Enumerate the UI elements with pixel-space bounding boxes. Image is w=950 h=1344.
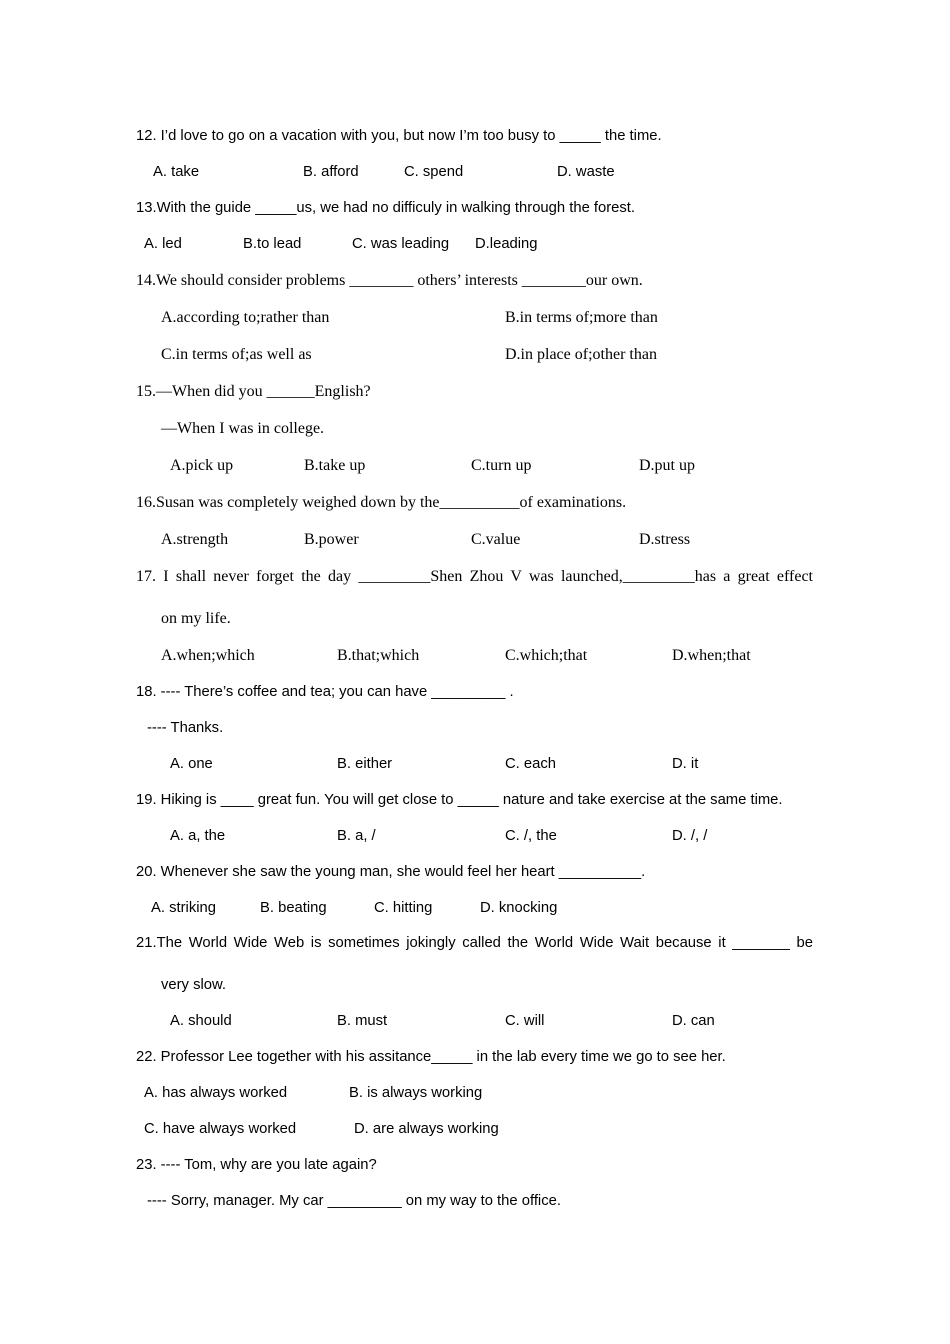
question-21-stem: 21.The World Wide Web is sometimes jokingly called the World Wide Wait because it _______ be — [136, 935, 813, 951]
question-13-option-d: D.leading — [475, 236, 538, 252]
question-17-option-a: A.when;which — [161, 647, 255, 664]
question-12-option-c: C. spend — [404, 164, 464, 180]
question-18-reply: ---- Thanks. — [147, 720, 224, 736]
question-19-option-d: D. /, / — [672, 828, 708, 844]
question-18-option-b: B. either — [337, 756, 393, 772]
question-17-stem: 17. I shall never forget the day _________Shen Zhou V was launched,_________has a great effect — [136, 568, 813, 585]
question-16-option-d: D.stress — [639, 531, 691, 548]
question-14-option-c: C.in terms of;as well as — [161, 346, 312, 363]
question-15-stem: 15.—When did you ______English? — [136, 383, 371, 400]
question-15-option-c: C.turn up — [471, 457, 532, 474]
question-20-option-a: A. striking — [151, 900, 216, 916]
question-19-option-b: B. a, / — [337, 828, 376, 844]
question-20-option-c: C. hitting — [374, 900, 433, 916]
question-12-option-d: D. waste — [557, 164, 615, 180]
question-20-option-d: D. knocking — [480, 900, 558, 916]
question-19-stem: 19. Hiking is ____ great fun. You will get close to _____ nature and take exercise at the same time. — [136, 792, 783, 808]
question-16-option-c: C.value — [471, 531, 521, 548]
question-21-option-c: C. will — [505, 1013, 545, 1029]
question-15-option-d: D.put up — [639, 457, 695, 474]
question-23-stem: 23. ---- Tom, why are you late again? — [136, 1157, 377, 1173]
question-14-option-b: B.in terms of;more than — [505, 309, 658, 326]
question-19-option-c: C. /, the — [505, 828, 557, 844]
question-17-option-b: B.that;which — [337, 647, 420, 664]
question-13-stem: 13.With the guide _____us, we had no difficuly in walking through the forest. — [136, 200, 636, 216]
question-15-answer: —When I was in college. — [161, 420, 325, 437]
question-22-option-d: D. are always working — [354, 1121, 499, 1137]
question-12-option-b: B. afford — [303, 164, 359, 180]
question-17-option-d: D.when;that — [672, 647, 751, 664]
question-14-option-a: A.according to;rather than — [161, 309, 330, 326]
question-13-option-c: C. was leading — [352, 236, 450, 252]
question-13-option-a: A. led — [144, 236, 182, 252]
question-21-option-b: B. must — [337, 1013, 388, 1029]
question-22-stem: 22. Professor Lee together with his assitance_____ in the lab every time we go to see her. — [136, 1049, 726, 1065]
question-17-option-c: C.which;that — [505, 647, 588, 664]
question-20-option-b: B. beating — [260, 900, 327, 916]
question-22-option-b: B. is always working — [349, 1085, 483, 1101]
question-18-option-c: C. each — [505, 756, 556, 772]
question-18-stem: 18. ---- There’s coffee and tea; you can have _________ . — [136, 684, 514, 700]
question-15-option-a: A.pick up — [170, 457, 234, 474]
question-18-option-a: A. one — [170, 756, 213, 772]
question-17-stem-continued: on my life. — [161, 610, 231, 627]
question-21-option-a: A. should — [170, 1013, 232, 1029]
question-12-stem: 12. I’d love to go on a vacation with you, but now I’m too busy to _____ the time. — [136, 128, 662, 144]
question-12-option-a: A. take — [153, 164, 200, 180]
question-13-option-b: B.to lead — [243, 236, 302, 252]
question-16-option-b: B.power — [304, 531, 359, 548]
question-21-option-d: D. can — [672, 1013, 715, 1029]
question-18-option-d: D. it — [672, 756, 699, 772]
question-21-stem-continued: very slow. — [161, 977, 226, 993]
question-19-option-a: A. a, the — [170, 828, 226, 844]
question-22-option-a: A. has always worked — [144, 1085, 288, 1101]
question-16-option-a: A.strength — [161, 531, 229, 548]
question-14-stem: 14.We should consider problems ________ others’ interests ________our own. — [136, 272, 643, 289]
question-16-stem: 16.Susan was completely weighed down by the__________of examinations. — [136, 494, 627, 511]
question-22-option-c: C. have always worked — [144, 1121, 297, 1137]
question-20-stem: 20. Whenever she saw the young man, she would feel her heart __________. — [136, 864, 646, 880]
question-15-option-b: B.take up — [304, 457, 366, 474]
question-14-option-d: D.in place of;other than — [505, 346, 657, 363]
question-23-reply: ---- Sorry, manager. My car _________ on my way to the office. — [147, 1193, 561, 1209]
